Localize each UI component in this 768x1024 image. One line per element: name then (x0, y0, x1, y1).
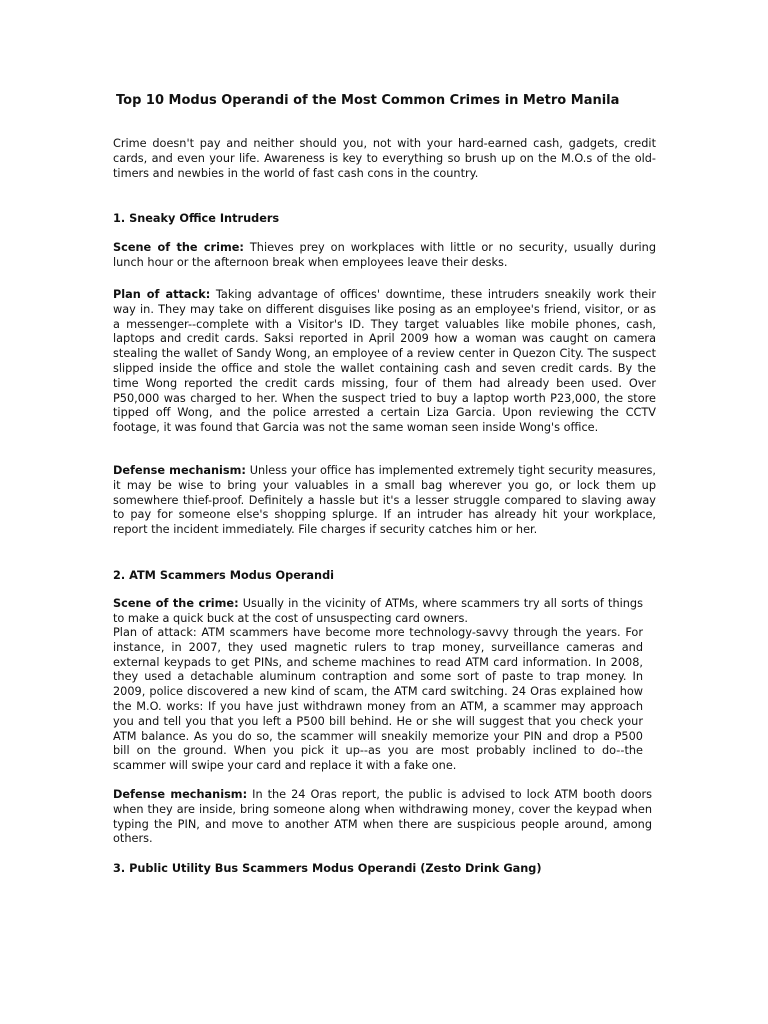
scene-text: Thieves prey on workplaces with little or no security, usually during lunch hour or the afternoon break when employees leave their desks. (113, 241, 656, 269)
defense-mechanism-paragraph (113, 464, 656, 538)
section-heading-bus-scammers: 3. Public Utility Bus Scammers Modus Operandi (Zesto Drink Gang) (113, 862, 542, 875)
section-heading-office-intruders: 1. Sneaky Office Intruders (113, 212, 280, 225)
section-heading-atm-scammers: 2. ATM Scammers Modus Operandi (113, 569, 335, 582)
defense-label: Defense mechanism: (113, 788, 248, 801)
scene-of-crime-paragraph (113, 597, 643, 627)
scene-label: Scene of the crime: (113, 241, 244, 254)
scene-text: Usually in the vicinity of ATMs, where scammers try all sorts of things to make a quick buck at the cost of unsuspecting card owners. (113, 597, 643, 625)
defense-text: Unless your office has implemented extremely tight security measures, it may be wise to bring your valuables in a small bag wherever you go, or lock them up somewhere thief-proof. Definitely a hassle but it's a lesser struggle compared to slaving away to pay for someone else's shopping splurge. If an intruder has already hit your workplace, report the incident immediately. File charges if security catches him or her. (113, 464, 657, 537)
intro-paragraph: Crime doesn't pay and neither should you, not with your hard-earned cash, gadgets, credit cards, and even your life. Awareness is key to everything so brush up on the M.O.s of the old-timers and newbies in the world of fast cash cons in the country. (113, 137, 656, 180)
defense-text: In the 24 Oras report, the public is advised to lock ATM booth doors when they are inside, bring someone along when withdrawing money, cover the keypad when typing the PIN, and move to another ATM when there are suspicious people around, among others. (113, 788, 653, 846)
defense-mechanism-paragraph (113, 788, 652, 847)
document-title: Top 10 Modus Operandi of the Most Common Crimes in Metro Manila (116, 93, 620, 108)
plan-text: Taking advantage of offices' downtime, these intruders sneakily work their way in. They may take on different disguises like posing as an employee's friend, visitor, or as a messenger--complete with a Visitor's ID. They target valuables like mobile phones, cash, laptops and credit cards. Saksi reported in April 2009 how a woman was caught on camera stealing the wallet of Sandy Wong, an employee of a review center in Quezon City. The suspect slipped inside the office and stole the wallet containing cash and seven credit cards. By the time Wong reported the credit cards missing, four of them had already been used. Over P50,000 was charged to her. When the suspect tried to buy a laptop worth P23,000, the store tipped off Wong, and the police arrested a certain Liza Garcia. Upon reviewing the CCTV footage, it was found that Garcia was not the same woman seen inside Wong's office. (113, 288, 657, 435)
defense-label: Defense mechanism: (113, 464, 246, 477)
plan-of-attack-paragraph: Plan of attack: ATM scammers have become more technology-savvy through the years. For instance, in 2007, they used magnetic rulers to trap money, surveillance cameras and external keypads to get PINs, and scheme machines to read ATM card information. In 2008, they used a detachable aluminum contraption and some sort of paste to trap money. In 2009, police discovered a new kind of scam, the ATM card switching. 24 Oras explained how the M.O. works: If you have just withdrawn money from an ATM, a scammer may approach you and tell you that you left a P500 bill behind. He or she will suggest that you check your ATM balance. As you do so, the scammer will sneakily memorize your PIN and drop a P500 bill on the ground. When you pick it up--as you are most probably inclined to do--the scammer will swipe your card and replace it with a fake one. (113, 626, 643, 773)
scene-of-crime-paragraph (113, 241, 656, 271)
plan-of-attack-paragraph (113, 288, 656, 436)
scene-label: Scene of the crime: (113, 597, 239, 610)
plan-label: Plan of attack: (113, 288, 211, 301)
